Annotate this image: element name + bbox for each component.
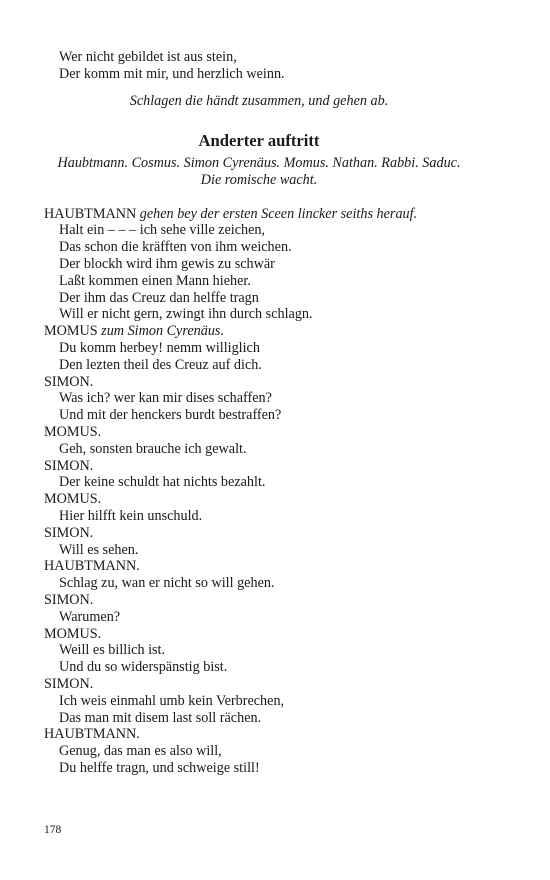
verse-line: Schlag zu, wan er nicht so will gehen. [59, 575, 275, 592]
speaker-line [44, 676, 474, 693]
speaker-name: MOMUS. [44, 491, 102, 508]
cast-list [44, 155, 474, 189]
speech-block [44, 676, 474, 726]
verse-line: Das man mit disem last soll rächen. [59, 709, 262, 726]
verse-line: Laßt kommen einen Mann hieher. [59, 272, 251, 289]
speaker-name: MOMUS [44, 323, 98, 340]
speech-block [44, 726, 474, 776]
speaker-line [44, 374, 474, 391]
speech-block [44, 491, 474, 525]
verse-line: Hier hilfft kein unschuld. [59, 507, 203, 524]
speech-block [44, 525, 474, 559]
speaker-line [44, 424, 474, 441]
verse-line: Genug, das man es also will, [59, 743, 222, 760]
verse-line: Geh, sonsten brauche ich gewalt. [59, 440, 247, 457]
speech-block [44, 592, 474, 626]
spacer [44, 189, 474, 206]
verse-line: Der ihm das Creuz dan helffe tragn [59, 289, 259, 306]
speech-block [44, 558, 474, 592]
verse-line: Wer nicht gebildet ist aus stein, [59, 49, 237, 65]
dialogue [44, 206, 474, 777]
verse-line: Du helffe tragn, und schweige still! [59, 759, 260, 776]
verse-line: Will er nicht gern, zwingt ihn durch schlagn. [59, 306, 313, 323]
speech-block [44, 374, 474, 424]
speaker-name: HAUBTMANN [44, 205, 137, 222]
speaker-line [44, 558, 474, 575]
verse-line: Der blockh wird ihm gewis zu schwär [59, 255, 275, 272]
verse-line: Halt ein – – – ich sehe ville zeichen, [59, 222, 266, 239]
verse-line: Der keine schuldt hat nichts bezahlt. [59, 474, 266, 491]
speaker-line [44, 726, 474, 743]
page-body [44, 49, 474, 777]
stage-direction: gehen bey der ersten Sceen lincker seiths herauf. [139, 205, 418, 222]
verse-line: Ich weis einmahl umb kein Verbrechen, [59, 692, 285, 709]
speaker-name: SIMON. [44, 457, 94, 474]
page-number: 178 [44, 824, 62, 836]
speaker-name: HAUBTMANN. [44, 726, 140, 743]
cast-line-1: Haubtmann. Cosmus. Simon Cyrenäus. Momus. Nathan. Rabbi. Saduc. [57, 154, 461, 171]
speech-block [44, 206, 474, 324]
speaker-name: SIMON. [44, 524, 94, 541]
stage-direction-exit: Schlagen die händt zusammen, und gehen ab. [129, 92, 389, 109]
speaker-line [44, 323, 474, 340]
speech-block [44, 424, 474, 458]
speech-block [44, 323, 474, 373]
speech-block [44, 626, 474, 676]
speaker-line [44, 626, 474, 643]
verse-line: Was ich? wer kan mir dises schaffen? [59, 390, 272, 407]
speaker-name: SIMON. [44, 675, 94, 692]
cast-line-2: Die romische wacht. [200, 171, 318, 188]
verse-line: Du komm herbey! nemm williglich [59, 339, 260, 356]
verse-line: Und du so widerspänstig bist. [59, 659, 228, 676]
verse-line: Weill es billich ist. [59, 642, 166, 659]
speaker-line [44, 458, 474, 475]
speaker-name: SIMON. [44, 591, 94, 608]
speaker-name: MOMUS. [44, 625, 102, 642]
speech-block [44, 458, 474, 492]
stage-direction: zum Simon Cyrenäus. [101, 323, 224, 340]
scene-heading: Anderter auftritt [198, 130, 320, 150]
verse-line: Das schon die kräfften von ihm weichen. [59, 239, 292, 256]
speaker-line [44, 592, 474, 609]
verse-line: Und mit der henckers burdt bestraffen? [59, 407, 282, 424]
speaker-line [44, 206, 474, 223]
verse-line: Will es sehen. [59, 541, 139, 558]
verse-line: Der komm mit mir, und herzlich weinn. [59, 65, 285, 82]
verse-line: Warumen? [59, 608, 121, 625]
verse-line: Den lezten theil des Creuz auf dich. [59, 356, 262, 373]
opening-verse [44, 49, 474, 83]
speaker-name: SIMON. [44, 373, 94, 390]
speaker-name: HAUBTMANN. [44, 558, 140, 575]
speaker-line [44, 491, 474, 508]
speaker-name: MOMUS. [44, 423, 102, 440]
speaker-line [44, 525, 474, 542]
